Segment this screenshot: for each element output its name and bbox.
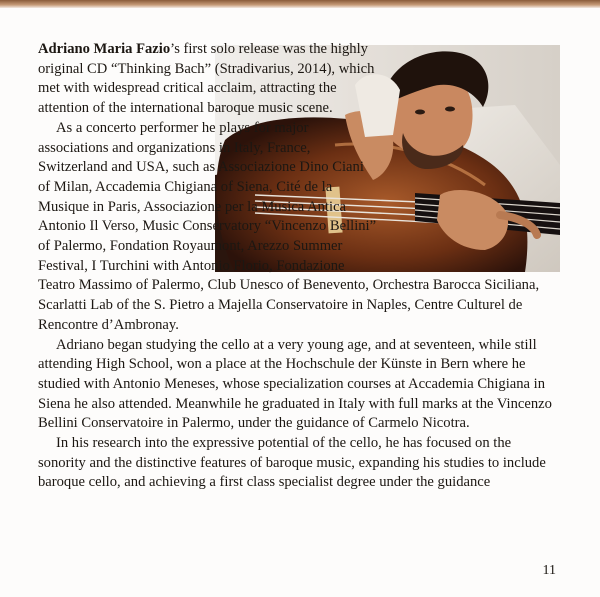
page-top-edge xyxy=(0,0,600,8)
paragraph-1-text: ’s first solo release was the highly original CD “Thinking Bach” (Stradivarius, 2014), which met with widespread critical acclaim, attracting the attention of the international baroque music scene. xyxy=(38,41,375,117)
paragraph-2: As a concerto performer he plays for major associations and organizations in Italy, France, Switzerland and USA, such as Associazione Dino Ciani of Milan, Accademia Chigiana of Siena, Cité de la Musique in Paris, Associazione per la Musica Antica Antonio Il Verso, Music Conservatory “Vincenzo Bellini” of Palermo, Fondation Royaumont, Arezzo Summer Festival, I Turchini with Antonio Florio, Fondazione Teatro Massimo of Palermo, Club Unesco of Benevento, Orchestra Barocca Siciliana, Scarlatti Lab of the S. Pietro a Majella Conservatoire in Naples, Centre Culturel de Rencontre d’Ambronay. xyxy=(38,119,540,333)
article-text xyxy=(38,40,560,493)
photo-float-space xyxy=(379,40,560,264)
paragraph-4: In his research into the expressive potential of the cello, he has focused on the sonority and the distinctive features of baroque music, expanding his studies to include baroque cello, and achieving a first class specialist degree under the guidance xyxy=(38,435,546,491)
paragraph-3: Adriano began studying the cello at a very young age, and at seventeen, while still attending High School, won a place at the Hochschule der Künste in Bern where he studied with Antonio Meneses, whose specialization courses at Accademia Chigiana in Siena he also attended. Meanwhile he graduated in Italy with full marks at the Vincenzo Bellini Conservatoire in Palermo, under the guidance of Carmelo Nicotra. xyxy=(38,336,552,432)
artist-name: Adriano Maria Fazio xyxy=(38,41,171,57)
page-number: 11 xyxy=(542,563,556,578)
